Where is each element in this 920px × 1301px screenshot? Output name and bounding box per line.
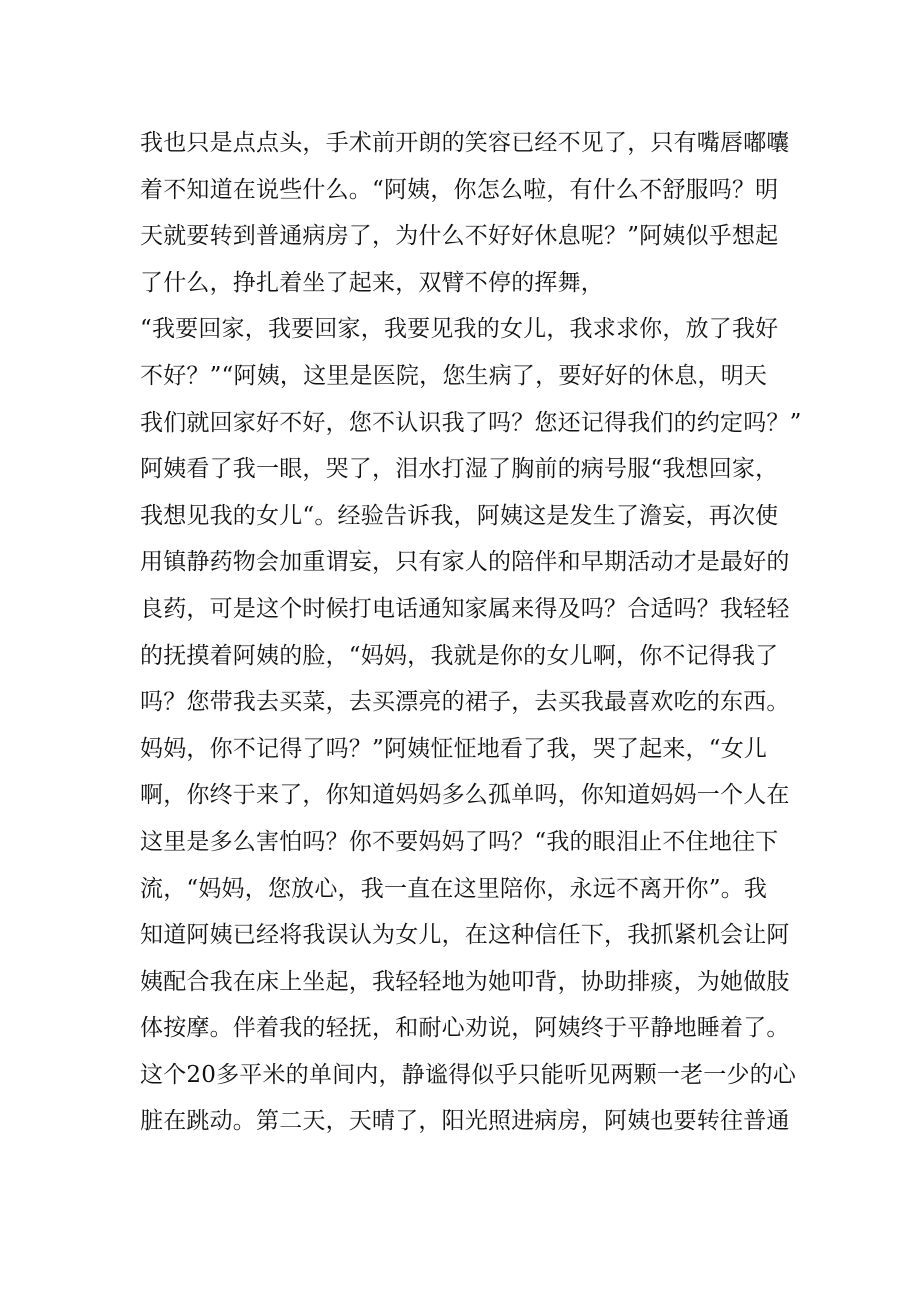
text-line: “我要回家，我要回家，我要见我的女儿，我求求你，放了我好 — [140, 316, 779, 343]
text-line: 阿姨看了我一眼，哭了，泪水打湿了胸前的病号服“我想回家， — [140, 456, 779, 483]
text-line: 啊，你终于来了，你知道妈妈多么孤单吗，你知道妈妈一个人在 — [140, 782, 790, 809]
text-line: 的抚摸着阿姨的脸，“妈妈，我就是你的女儿啊，你不记得我了 — [140, 642, 779, 669]
text-line: 脏在跳动。第二天，天晴了，阳光照进病房，阿姨也要转往普通 — [140, 1108, 790, 1135]
text-line: 我也只是点点头，手术前开朗的笑容已经不见了，只有嘴唇嘟囔 — [140, 130, 790, 156]
text-line: 吗？您带我去买菜，去买漂亮的裙子，去买我最喜欢吃的东西。 — [140, 689, 790, 716]
text-line: 不好？”“阿姨，这里是医院，您生病了，要好好的休息，明天 — [140, 362, 768, 389]
text-line: 良药，可是这个时候打电话通知家属来得及吗？合适吗？我轻轻 — [140, 595, 790, 622]
text-line: 着不知道在说些什么。“阿姨，你怎么啦，有什么不舒服吗？明 — [140, 176, 779, 203]
text-line: 了什么，挣扎着坐了起来，双臂不停的挥舞， — [140, 269, 604, 296]
text-line: 知道阿姨已经将我误认为女儿，在这种信任下，我抓紧机会让阿 — [140, 922, 790, 949]
text-line: 天就要转到普通病房了，为什么不好好休息呢？”阿姨似乎想起 — [140, 223, 779, 250]
text-line: 妈妈，你不记得了吗？”阿姨怔怔地看了我，哭了起来，“女儿 — [140, 735, 768, 762]
text-line: 流，“妈妈，您放心，我一直在这里陪你，永远不离开你”。我 — [140, 875, 768, 902]
text-line: 用镇静药物会加重谓妄，只有家人的陪伴和早期活动才是最好的 — [140, 549, 790, 576]
body-text — [140, 120, 800, 1145]
text-line: 我们就回家好不好，您不认识我了吗？您还记得我们的约定吗？” — [140, 409, 802, 436]
text-line: 这里是多么害怕吗？你不要妈妈了吗？“我的眼泪止不住地往下 — [140, 828, 779, 855]
text-line: 我想见我的女儿“。经验告诉我，阿姨这是发生了澹妄，再次使 — [140, 502, 779, 529]
text-line: 这个20多平米的单间内，静谧得似乎只能听见两颗一老一少的心 — [140, 1061, 797, 1088]
text-line: 体按摩。伴着我的轻抚，和耐心劝说，阿姨终于平静地睡着了。 — [140, 1015, 790, 1042]
text-line: 姨配合我在床上坐起，我轻轻地为她叩背，协助排痰，为她做肢 — [140, 968, 790, 995]
